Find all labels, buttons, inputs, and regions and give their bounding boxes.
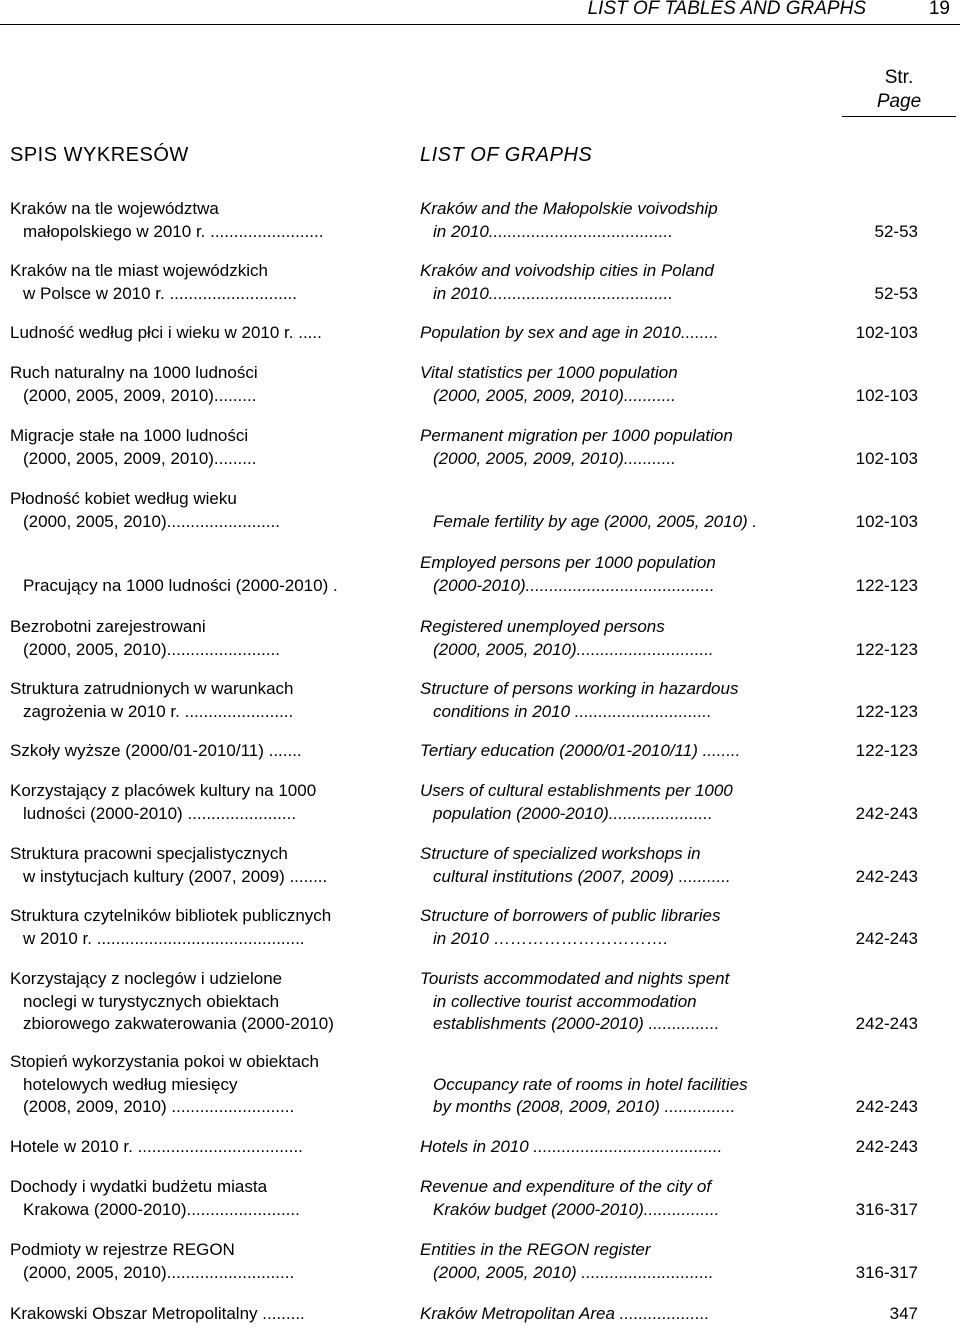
entry-page-range: 102-103 <box>855 448 918 468</box>
entry-title-en-line: cultural institutions (2007, 2009) ........... <box>433 866 731 886</box>
entry-title-pl <box>10 780 405 825</box>
entry-title-en-line: population (2000-2010)...................... <box>433 803 713 823</box>
entry-title-en <box>420 552 820 597</box>
entry-title-pl-line: w instytucjach kultury (2007, 2009) ........ <box>23 866 328 886</box>
entry-title-pl <box>10 905 405 950</box>
entry-title-en-line: Hotels in 2010 ........................................ <box>420 1137 723 1156</box>
entry-title-pl <box>10 1136 405 1159</box>
entry-title-pl-line: (2008, 2009, 2010) .......................... <box>23 1097 295 1116</box>
entry-page-range: 316-317 <box>855 1262 918 1282</box>
entry-title-en-line: in 2010....................................... <box>433 283 673 303</box>
entry-title-pl-line: Dochody i wydatki budżetu miasta <box>10 1177 268 1196</box>
entry-title-pl <box>10 678 405 723</box>
entry-page-range: 242-243 <box>855 1137 918 1156</box>
entry-title-pl-line: Krakowa (2000-2010)........................ <box>23 1199 300 1219</box>
entry-page-range: 122-123 <box>855 741 918 760</box>
entry-title-pl-line: w Polsce w 2010 r. ........................... <box>23 283 297 303</box>
page-number: 19 <box>928 0 950 19</box>
entry-title-pl <box>10 1176 405 1221</box>
entry-title-en-line: (2000, 2005, 2010)............................. <box>433 639 714 659</box>
entry-title-pl-line: Struktura czytelników bibliotek publicznych <box>10 906 332 925</box>
page-column-label-pl: Str. <box>884 67 914 88</box>
entry-title-en-line: Structure of specialized workshops in <box>420 844 701 863</box>
entry-title-en-line: establishments (2000-2010) ............... <box>433 1014 720 1033</box>
entry-title-pl-line: Migracje stałe na 1000 ludności <box>10 426 249 445</box>
entry-title-en-line: Kraków Metropolitan Area ................... <box>420 1304 710 1323</box>
entry-title-en-line: Population by sex and age in 2010........ <box>420 323 719 342</box>
entry-page-range: 52-53 <box>874 283 918 303</box>
entry-page-range: 122-123 <box>855 575 918 595</box>
entry-title-en-line: Vital statistics per 1000 population <box>420 363 678 382</box>
heading-en: LIST OF GRAPHS <box>420 144 593 166</box>
entry-title-pl-line <box>10 552 405 575</box>
entry-page-range: 347 <box>889 1304 918 1323</box>
entry-title-en <box>420 425 820 470</box>
entry-title-pl <box>10 1051 405 1119</box>
entry-title-pl-line: Krakowski Obszar Metropolitalny ......... <box>10 1304 305 1323</box>
entry-title-pl-line: (2000, 2005, 2009, 2010)......... <box>23 385 257 405</box>
entry-title-pl <box>10 1239 405 1284</box>
entry-page-range: 242-243 <box>855 1097 918 1116</box>
entry-title-pl-line: Hotele w 2010 r. ................................... <box>10 1137 303 1156</box>
entry-title-pl-line: Stopień wykorzystania pokoi w obiektach <box>10 1052 319 1071</box>
entry-page-range: 316-317 <box>855 1199 918 1219</box>
entry-page-range: 122-123 <box>855 701 918 721</box>
entry-title-en-line: (2000, 2005, 2010) ............................ <box>433 1262 714 1282</box>
entry-title-en <box>420 678 820 723</box>
entry-title-en-line: in 2010....................................... <box>433 221 673 241</box>
entry-title-en-line: in collective tourist accommodation <box>433 991 697 1011</box>
entry-title-pl <box>10 425 405 470</box>
entry-page-range: 102-103 <box>855 385 918 405</box>
entry-title-pl <box>10 1303 405 1326</box>
entry-title-en-line: in 2010 …………………………. <box>433 928 669 948</box>
entry-title-en <box>420 905 820 950</box>
entry-title-pl <box>10 843 405 888</box>
entry-title-pl <box>10 198 405 243</box>
entry-title-pl-line: Ludność według płci i wieku w 2010 r. ..... <box>10 323 322 342</box>
entry-title-pl-line: w 2010 r. ............................................ <box>23 928 305 948</box>
entry-title-pl-line: (2000, 2005, 2010)........................... <box>23 1262 295 1282</box>
page-header <box>0 0 960 25</box>
entry-page-range: 242-243 <box>855 866 918 886</box>
entry-title-en <box>420 616 820 661</box>
entry-title-en-line: Revenue and expenditure of the city of <box>420 1177 712 1196</box>
entry-title-pl-line: zbiorowego zakwaterowania (2000-2010) <box>23 1014 334 1033</box>
page-column-label-en: Page <box>876 91 922 112</box>
entry-title-pl <box>10 322 405 345</box>
entry-title-en <box>420 198 820 243</box>
entry-title-en-line: Tertiary education (2000/01-2010/11) ........ <box>420 741 741 760</box>
entry-title-pl-line: Struktura zatrudnionych w warunkach <box>10 679 294 698</box>
entry-title-en <box>420 968 820 1036</box>
heading-pl: SPIS WYKRESÓW <box>10 144 189 166</box>
entry-title-en <box>420 322 820 345</box>
entry-title-en <box>420 1051 820 1119</box>
entry-title-en-line: by months (2008, 2009, 2010) ............... <box>433 1097 736 1116</box>
entry-title-en <box>420 1176 820 1221</box>
entry-title-pl-line: noclegi w turystycznych obiektach <box>23 991 280 1011</box>
entry-title-pl-line: ludności (2000-2010) ....................... <box>23 803 297 823</box>
entry-title-en <box>420 260 820 305</box>
entry-title-en-line: Kraków and voivodship cities in Poland <box>420 261 714 280</box>
entry-title-en-line: (2000-2010)........................................ <box>433 575 715 595</box>
entry-title-pl-line: Struktura pracowni specjalistycznych <box>10 844 288 863</box>
entry-title-en-line: Entities in the REGON register <box>420 1240 651 1259</box>
entry-page-range: 102-103 <box>855 511 918 531</box>
entry-title-pl-line: Bezrobotni zarejestrowani <box>10 617 206 636</box>
entry-title-en <box>420 843 820 888</box>
entry-title-en <box>420 1303 820 1326</box>
entry-title-en-line: Registered unemployed persons <box>420 617 665 636</box>
entry-page-range: 242-243 <box>855 803 918 823</box>
entry-page-range: 122-123 <box>855 639 918 659</box>
entry-title-en <box>420 1136 820 1159</box>
entry-page-range: 242-243 <box>855 928 918 948</box>
entry-title-pl-line: Podmioty w rejestrze REGON <box>10 1240 235 1259</box>
entry-title-en-line <box>420 1051 820 1074</box>
entry-title-en <box>420 1239 820 1284</box>
entry-title-pl-line: (2000, 2005, 2010)........................ <box>23 639 281 659</box>
entry-title-pl <box>10 740 405 763</box>
entry-title-en <box>420 362 820 407</box>
entry-title-pl-line: Ruch naturalny na 1000 ludności <box>10 363 258 382</box>
entry-title-en <box>420 780 820 825</box>
entry-title-en <box>420 740 820 763</box>
entry-title-pl-line: Szkoły wyższe (2000/01-2010/11) ....... <box>10 741 302 760</box>
entry-title-pl-line: małopolskiego w 2010 r. ........................ <box>23 221 324 241</box>
entry-title-en-line: Occupancy rate of rooms in hotel facilities <box>433 1074 748 1094</box>
entry-title-pl-line: (2000, 2005, 2010)........................ <box>23 511 281 531</box>
entry-title-pl-line: hotelowych według miesięcy <box>23 1074 238 1094</box>
page-column-label <box>842 66 956 117</box>
entry-title-pl-line: Pracujący na 1000 ludności (2000-2010) . <box>23 575 338 595</box>
entry-page-range: 242-243 <box>855 1014 918 1033</box>
entry-title-en-line: Structure of borrowers of public libraries <box>420 906 721 925</box>
entry-title-pl-line: Kraków na tle województwa <box>10 199 219 218</box>
entry-title-en-line <box>420 488 820 511</box>
entry-title-pl-line: Kraków na tle miast wojewódzkich <box>10 261 268 280</box>
entry-title-pl <box>10 968 405 1036</box>
entry-title-en-line: (2000, 2005, 2009, 2010)........... <box>433 385 676 405</box>
entry-title-en-line: Structure of persons working in hazardous <box>420 679 739 698</box>
entry-title-en-line: Kraków and the Małopolskie voivodship <box>420 199 718 218</box>
entry-title-en-line: Permanent migration per 1000 population <box>420 426 733 445</box>
entry-title-en-line: (2000, 2005, 2009, 2010)........... <box>433 448 676 468</box>
entry-title-pl-line: Płodność kobiet według wieku <box>10 489 237 508</box>
entry-title-pl-line: Korzystający z noclegów i udzielone <box>10 969 283 988</box>
entry-title-en-line: Kraków budget (2000-2010)................ <box>433 1199 720 1219</box>
entry-title-pl-line: Korzystający z placówek kultury na 1000 <box>10 781 317 800</box>
entry-title-pl <box>10 362 405 407</box>
entry-title-pl-line: zagrożenia w 2010 r. ....................... <box>23 701 294 721</box>
entry-title-pl <box>10 552 405 597</box>
entry-title-en <box>420 488 820 533</box>
entry-title-pl <box>10 260 405 305</box>
entry-title-en-line: Tourists accommodated and nights spent <box>420 969 730 988</box>
entry-page-range: 102-103 <box>855 323 918 342</box>
running-title: LIST OF TABLES AND GRAPHS <box>587 0 866 19</box>
entry-title-en-line: Female fertility by age (2000, 2005, 2010) . <box>433 511 758 531</box>
entry-title-en-line: conditions in 2010 ............................. <box>433 701 712 721</box>
entry-title-pl <box>10 616 405 661</box>
entry-title-pl <box>10 488 405 533</box>
entry-title-pl-line: (2000, 2005, 2009, 2010)......... <box>23 448 257 468</box>
entry-title-en-line: Employed persons per 1000 population <box>420 553 716 572</box>
entry-page-range: 52-53 <box>874 221 918 241</box>
entry-title-en-line: Users of cultural establishments per 1000 <box>420 781 733 800</box>
